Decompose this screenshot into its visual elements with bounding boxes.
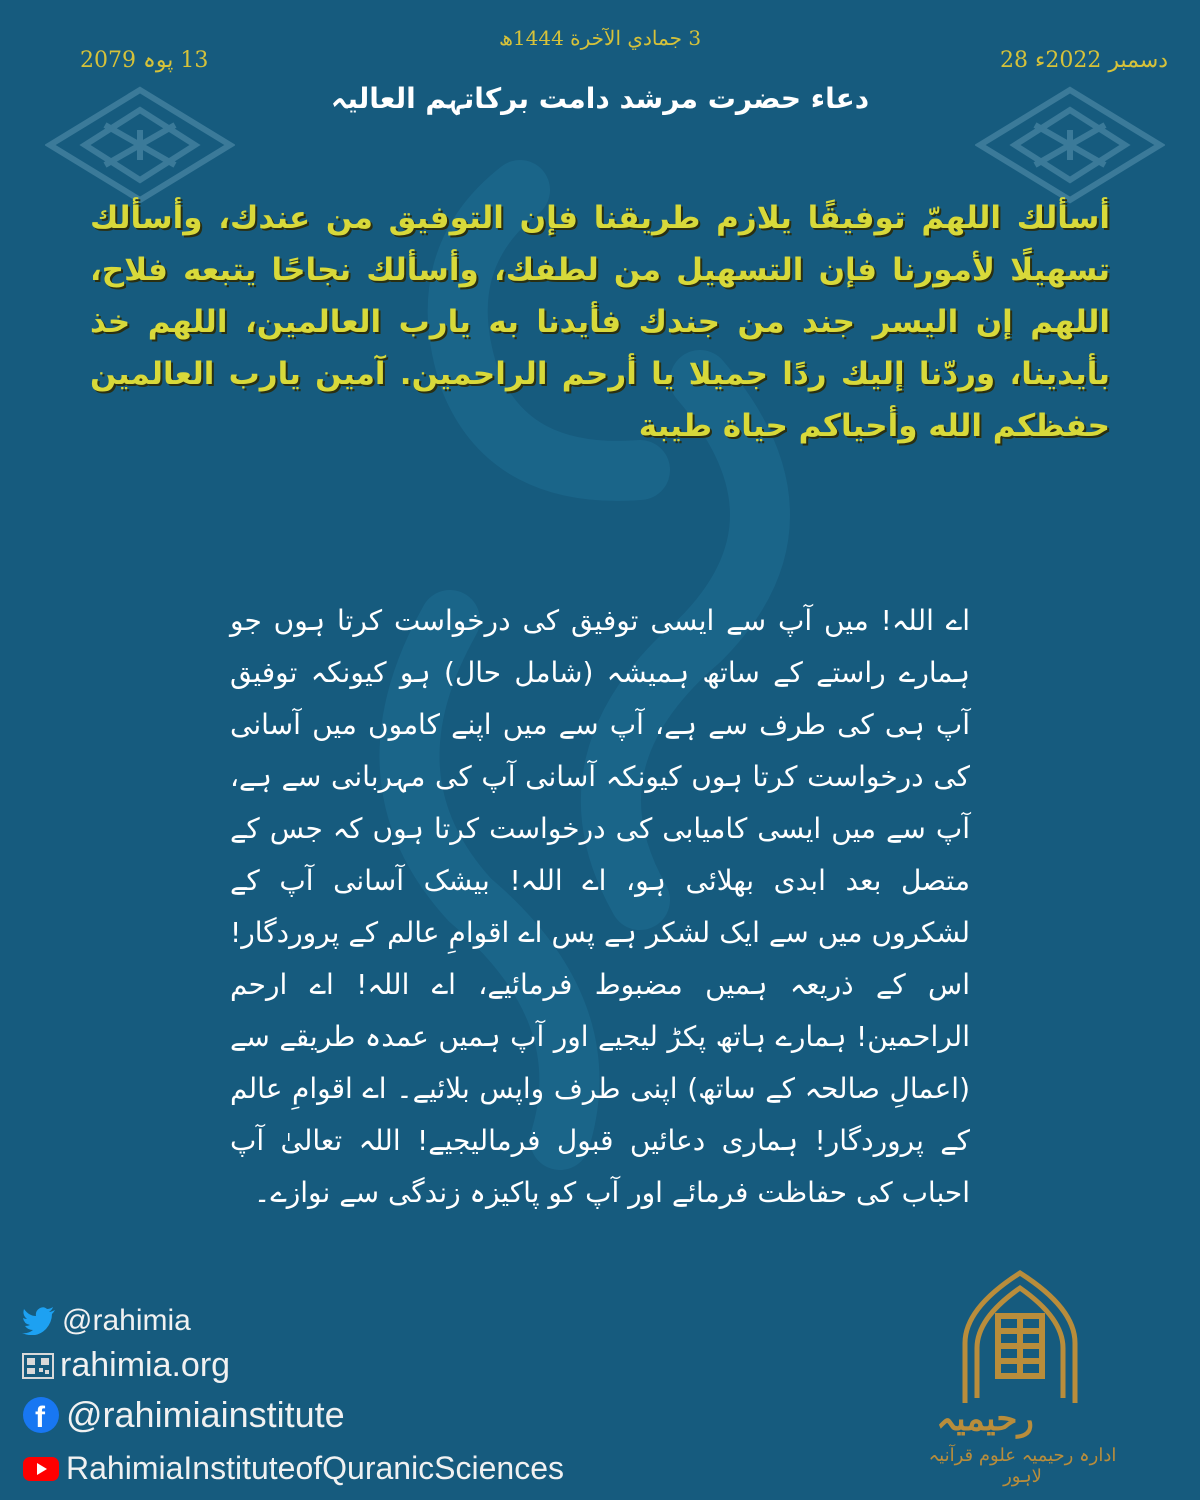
youtube-channel: RahimiaInstituteofQuranicSciences [66, 1450, 565, 1486]
bikrami-date: 13 پوہ 2079 [80, 48, 209, 73]
facebook-icon [22, 1396, 60, 1434]
youtube-icon [22, 1455, 60, 1483]
logo-name: رحیمیہ [936, 1399, 1034, 1439]
svg-text:f: f [35, 1401, 45, 1434]
logo-subtitle: ادارہ رحیمیہ علوم قرآنیہ لاہور [928, 1445, 1117, 1487]
youtube-link[interactable] [22, 1450, 564, 1487]
knot-pattern-icon [975, 85, 1165, 205]
twitter-link[interactable] [22, 1304, 191, 1338]
urdu-translation: اے اللہ! میں آپ سے ایسی توفیق کی درخواست کرتا ہوں جو ہمارے راستے کے ساتھ ہمیشہ (شامل حال) ہو کیونکہ توفیق آپ ہی کی طرف سے ہے، آپ سے میں اپنے کاموں میں آسانی کی درخواست کرتا ہوں کیونکہ آسانی آپ کی مہربانی سے ہے، آپ سے میں ایسی کامیابی کی درخواست کرتا ہوں کہ جس کے متصل بعد ابدی بھلائی ہو، اے اللہ! بیشک آسانی آپ کے لشکروں میں سے ایک لشکر ہے پس اے اقوامِ عالم کے پروردگار! اس کے ذریعہ ہمیں مضبوط فرمائیے، اے اللہ! اے ارحم الراحمین! ہمارے ہاتھ پکڑ لیجیے اور آپ ہمیں عمدہ طریقے سے (اعمالِ صالحہ کے ساتھ) اپنی طرف واپس بلائیے۔ اے اقوامِ عالم کے پروردگار! ہماری دعائیں قبول فرمالیجیے! اللہ تعالیٰ آپ احباب کی حفاظت فرمائے اور آپ کو پاکیزہ زندگی سے نوازے۔ [230, 604, 970, 1209]
website-url: rahimia.org [60, 1346, 231, 1384]
facebook-handle: @rahimiainstitute [66, 1394, 345, 1435]
arabic-dua: أسألك اللهمّ توفيقًا يلازم طريقنا فإن التوفيق من عندك، وأسألك تسهيلًا لأمورنا فإن التسهيل من لطفك، وأسألك نجاحًا يتبعه فلاح، اللهم إن اليسر جند من جندك فأيدنا به يارب العالمين، اللهم خذ بأيدينا، وردّنا إليك ردًا جميلا يا أرحم الراحمين. آمين يارب العالمين حفظكم الله وأحياكم حياة طيبة [90, 200, 1110, 444]
website-link[interactable] [22, 1346, 230, 1385]
website-qr-icon [22, 1353, 54, 1379]
knot-pattern-icon [45, 85, 235, 205]
facebook-link[interactable] [22, 1394, 345, 1436]
twitter-icon [22, 1307, 56, 1335]
hijri-date: 3 جمادي الآخرة 1444ھ [498, 26, 702, 50]
page-title: دعاء حضرت مرشد دامت برکاتہم العالیہ [330, 82, 870, 115]
twitter-handle: @rahimia [62, 1304, 191, 1337]
gregorian-date: 28 دسمبر 2022ء [1000, 48, 1169, 73]
